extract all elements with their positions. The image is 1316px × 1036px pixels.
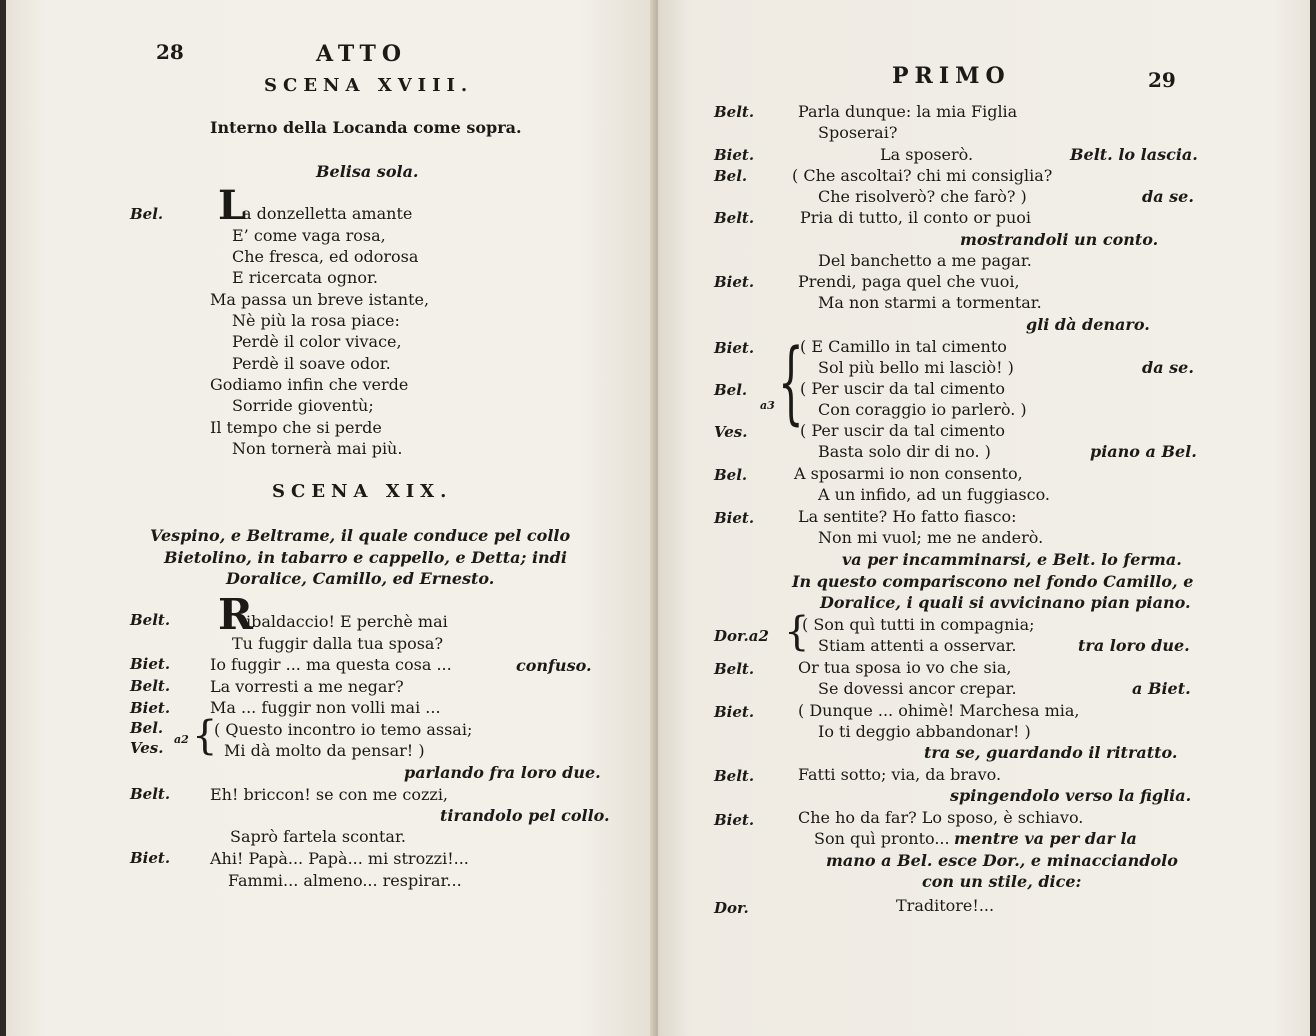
- stage-direction: da se.: [1142, 187, 1194, 206]
- stage-direction: confuso.: [516, 656, 592, 675]
- verse-line: Parla dunque: la mia Figlia: [798, 102, 1018, 121]
- scene-title-18: SCENA XVIII.: [264, 75, 474, 96]
- verse-line: Or tua sposa io vo che sia,: [798, 658, 1012, 677]
- verse-line: ( Son quì tutti in compagnia;: [802, 615, 1035, 634]
- speaker-label: Belt.: [130, 611, 171, 629]
- verse-line: Io ti deggio abbandonar! ): [818, 722, 1031, 741]
- verse-line: Saprò fartela scontar.: [230, 827, 406, 846]
- speaker-label: Bel.: [130, 205, 164, 223]
- speaker-label: Ves.: [130, 739, 164, 757]
- speaker-label: Biet.: [130, 655, 171, 673]
- speaker-label: Bel.: [714, 466, 748, 484]
- verse-line: Se dovessi ancor crepar.: [818, 679, 1017, 698]
- right-page: [658, 0, 1310, 1036]
- stage-direction: Interno della Locanda come sopra.: [210, 118, 522, 137]
- speaker-label: Biet.: [714, 703, 755, 721]
- verse-line: La sposerò.: [880, 145, 974, 164]
- stage-direction: Belt. lo lascia.: [1070, 145, 1198, 164]
- speaker-label: Biet.: [714, 811, 755, 829]
- verse-line: La sentite? Ho fatto fiasco:: [798, 507, 1017, 526]
- verse-line: E’ come vaga rosa,: [232, 226, 386, 245]
- verse-line: A sposarmi io non consento,: [794, 464, 1023, 483]
- speaker-label: Biet.: [714, 273, 755, 291]
- verse-line: Fatti sotto; via, da bravo.: [798, 765, 1002, 784]
- verse-line: ibaldaccio! E perchè mai: [246, 612, 448, 631]
- verse-line: Io fuggir ... ma questa cosa ...: [210, 655, 452, 674]
- verse-line: Ma non starmi a tormentar.: [818, 293, 1042, 312]
- speaker-label: Ves.: [714, 423, 748, 441]
- verse-line: Sorride gioventù;: [232, 396, 374, 415]
- stage-direction: mostrandoli un conto.: [960, 230, 1159, 249]
- verse-line: Son quì pronto...: [814, 829, 950, 848]
- speaker-label: Belt.: [714, 767, 755, 785]
- speaker-label: Biet.: [130, 849, 171, 867]
- stage-direction: gli dà denaro.: [1026, 315, 1150, 334]
- verse-line: Non mi vuol; me ne anderò.: [818, 528, 1044, 547]
- verse-line: Ma ... fuggir non volli mai ...: [210, 698, 441, 717]
- verse-line: Non tornerà mai più.: [232, 439, 403, 458]
- stage-direction: da se.: [1142, 358, 1194, 377]
- stage-direction: parlando fra loro due.: [404, 763, 601, 782]
- verse-line: Nè più la rosa piace:: [232, 311, 400, 330]
- brace: {: [192, 713, 218, 759]
- stage-direction: tirandolo pel collo.: [440, 806, 610, 825]
- speaker-label: Dor.a2: [714, 627, 769, 645]
- speaker-label: Belt.: [130, 785, 171, 803]
- stage-direction: spingendolo verso la figlia.: [950, 786, 1192, 805]
- verse-line: ( Questo incontro io temo assai;: [214, 720, 473, 739]
- stage-direction: piano a Bel.: [1090, 442, 1197, 461]
- stage-direction: Doralice, Camillo, ed Ernesto.: [226, 569, 495, 588]
- speaker-label: Biet.: [130, 699, 171, 717]
- speaker-label: Bel.: [130, 719, 164, 737]
- drop-cap: R: [218, 590, 253, 639]
- speaker-label: Biet.: [714, 509, 755, 527]
- verse-line: Con coraggio io parlerò. ): [818, 400, 1027, 419]
- verse-line: Perdè il soave odor.: [232, 354, 391, 373]
- verse-line: Che ho da far? Lo sposo, è schiavo.: [798, 808, 1084, 827]
- stage-direction: mentre va per dar la: [954, 829, 1137, 848]
- drop-cap: L: [218, 182, 247, 229]
- stage-direction: Vespino, e Beltrame, il quale conduce pel collo: [150, 526, 571, 545]
- running-header-left: ATTO: [316, 41, 407, 67]
- ensemble-mark: a2: [174, 733, 189, 746]
- verse-line: Godiamo infin che verde: [210, 375, 409, 394]
- verse-line: ( Dunque ... ohimè! Marchesa mia,: [798, 701, 1080, 720]
- speaker-label: Belt.: [714, 103, 755, 121]
- verse-line: Che risolverò? che farò? ): [818, 187, 1027, 206]
- verse-line: Mi dà molto da pensar! ): [224, 741, 425, 760]
- scene-title-19: SCENA XIX.: [272, 481, 453, 502]
- page-number-right: 29: [1148, 68, 1176, 92]
- verse-line: Stiam attenti a osservar.: [818, 636, 1017, 655]
- stage-direction: Bietolino, in tabarro e cappello, e Detta; indi: [164, 548, 567, 567]
- speaker-label: Belt.: [714, 660, 755, 678]
- stage-direction: tra loro due.: [1078, 636, 1190, 655]
- verse-line: Traditore!...: [896, 896, 995, 915]
- verse-line: ( Per uscir da tal cimento: [800, 421, 1006, 440]
- verse-line: a donzelletta amante: [242, 204, 413, 223]
- verse-line: ( E Camillo in tal cimento: [800, 337, 1007, 356]
- verse-line: Sol più bello mi lasciò! ): [818, 358, 1014, 377]
- verse-line: Eh! briccon! se con me cozzi,: [210, 785, 449, 804]
- verse-line: Ma passa un breve istante,: [210, 290, 430, 309]
- verse-line: Del banchetto a me pagar.: [818, 251, 1032, 270]
- speaker-label: Dor.: [714, 899, 749, 917]
- verse-line: Tu fuggir dalla tua sposa?: [232, 634, 444, 653]
- stage-direction: Doralice, i quali si avvicinano pian piano.: [820, 593, 1191, 612]
- verse-line: La vorresti a me negar?: [210, 677, 404, 696]
- verse-line: Il tempo che si perde: [210, 418, 382, 437]
- stage-direction: va per incamminarsi, e Belt. lo ferma.: [842, 550, 1182, 569]
- stage-direction: In questo compariscono nel fondo Camillo, e: [792, 572, 1194, 591]
- brace: {: [778, 330, 804, 435]
- stage-direction: con un stile, dice:: [922, 872, 1082, 891]
- page-number-left: 28: [156, 40, 184, 64]
- verse-line: Sposerai?: [818, 123, 898, 142]
- stage-direction: tra se, guardando il ritratto.: [924, 743, 1178, 762]
- verse-line: Che fresca, ed odorosa: [232, 247, 419, 266]
- speaker-label: Biet.: [714, 146, 755, 164]
- ensemble-mark: a3: [760, 399, 775, 412]
- stage-direction: a Biet.: [1132, 679, 1191, 698]
- stage-direction: mano a Bel. esce Dor., e minacciandolo: [826, 851, 1178, 870]
- speaker-label: Biet.: [714, 339, 755, 357]
- verse-line: ( Per uscir da tal cimento: [800, 379, 1006, 398]
- running-header-right: PRIMO: [892, 63, 1011, 89]
- verse-line: Fammi... almeno... respirar...: [228, 871, 462, 890]
- speaker-label: Belt.: [130, 677, 171, 695]
- verse-line: A un infido, ad un fuggiasco.: [818, 485, 1051, 504]
- speaker-label: Bel.: [714, 381, 748, 399]
- verse-line: Prendi, paga quel che vuoi,: [798, 272, 1020, 291]
- verse-line: Perdè il color vivace,: [232, 332, 402, 351]
- verse-line: Pria di tutto, il conto or puoi: [800, 208, 1032, 227]
- brace: {: [784, 609, 810, 655]
- verse-line: ( Che ascoltai? chi mi consiglia?: [792, 166, 1053, 185]
- verse-line: Basta solo dir di no. ): [818, 442, 991, 461]
- verse-line: Ahi! Papà... Papà... mi strozzi!...: [210, 849, 469, 868]
- speaker-label: Bel.: [714, 167, 748, 185]
- stage-direction: Belisa sola.: [316, 162, 419, 181]
- speaker-label: Belt.: [714, 209, 755, 227]
- verse-line: E ricercata ognor.: [232, 268, 378, 287]
- left-page: [6, 0, 656, 1036]
